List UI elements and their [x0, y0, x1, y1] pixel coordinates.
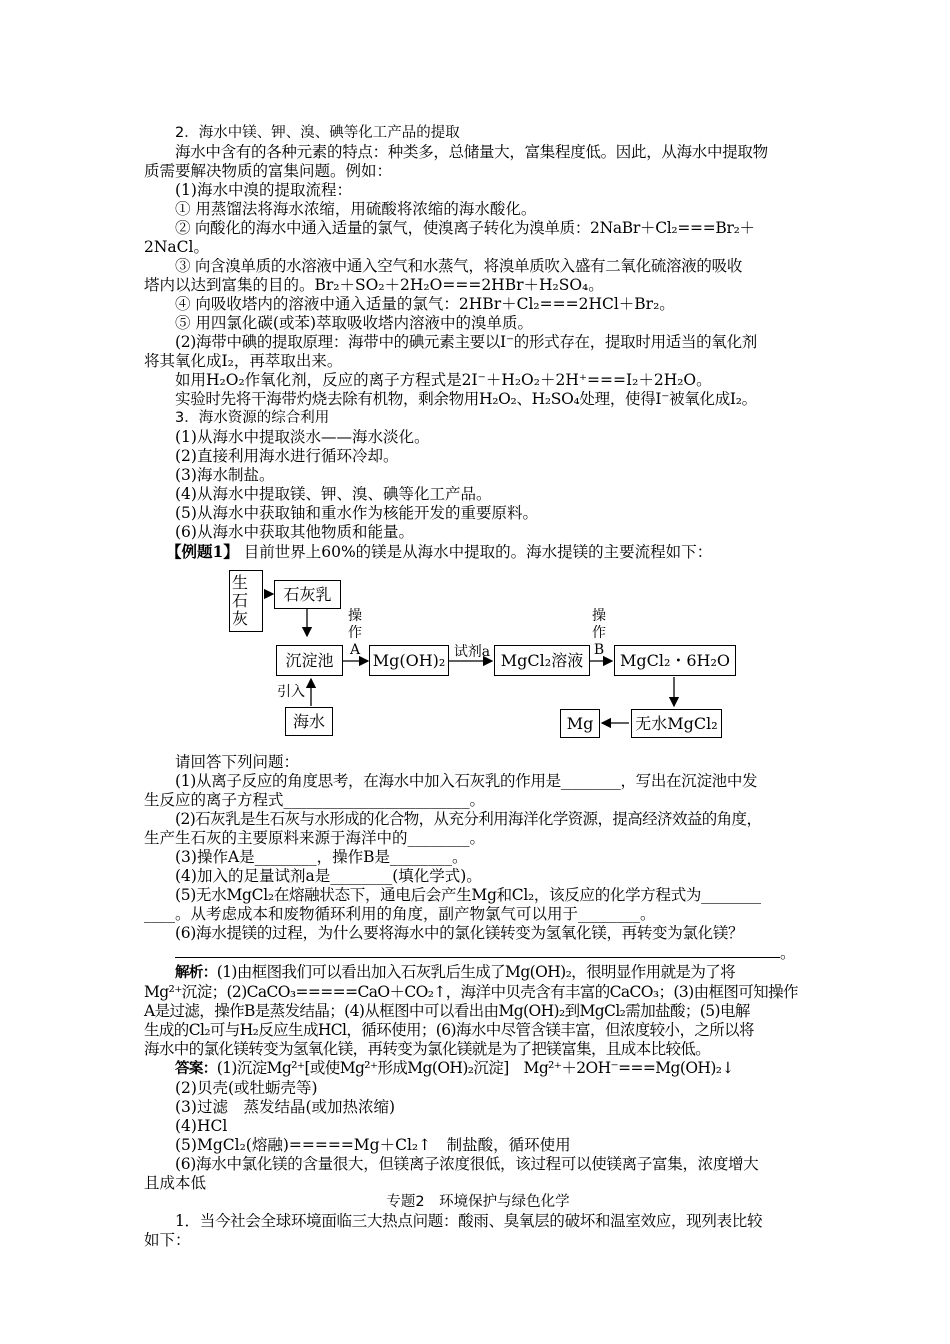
label-operation-a: 操作A: [348, 608, 362, 658]
question-4: (4)加入的足量试剂a是________(填化学式)。: [175, 867, 482, 885]
example-intro-text: 目前世界上60%的镁是从海水中提取的。海水提镁的主要流程如下：: [243, 543, 713, 561]
answer-line: [144, 1059, 812, 1079]
answer-line: (2)贝壳(或牡蛎壳等): [175, 1079, 318, 1097]
label-lead-in: 引入: [277, 684, 305, 700]
box-quicklime: 生石灰: [229, 570, 263, 632]
bromine-title: (1)海水中溴的提取流程：: [175, 181, 352, 199]
topic-2-title: 专题2 环境保护与绿色化学: [386, 1194, 570, 1210]
example-intro: [144, 542, 812, 562]
answer-blank: [175, 943, 780, 958]
section-3-item: (3)海水制盐。: [175, 466, 275, 484]
bromine-step-3-cont: 塔内以达到富集的目的。Br₂＋SO₂＋2H₂O===2HBr＋H₂SO₄。: [144, 276, 604, 294]
analysis-line: 生成的Cl₂可与H₂反应生成HCl，循环使用；(6)海水中尽管含镁丰富，但浓度较小，之所以将: [144, 1021, 754, 1039]
answer-label: 答案：: [175, 1061, 217, 1077]
iodine-equation: 如用H₂O₂作氧化剂，反应的离子方程式是2I⁻＋H₂O₂＋2H⁺===I₂＋2H₂O。: [175, 371, 712, 389]
analysis-label: 解析：: [175, 965, 217, 981]
bromine-step-5: ⑤ 用四氯化碳(或苯)萃取吸收塔内溶液中的溴单质。: [175, 314, 534, 332]
box-mgcl2-solution: MgCl₂溶液: [494, 645, 590, 676]
section-3-item: (6)从海水中获取其他物质和能量。: [175, 523, 414, 541]
analysis-line: A是过滤，操作B是蒸发结晶；(4)从框图中可以看出由Mg(OH)₂到MgCl₂需加盐酸；(5)电解: [144, 1002, 750, 1020]
answer-line: (3)过滤 蒸发结晶(或加热浓缩): [175, 1098, 396, 1116]
answer-line: (5)MgCl₂(熔融)=====Mg＋Cl₂↑ 制盐酸，循环使用: [175, 1136, 571, 1154]
box-seawater: 海水: [285, 707, 333, 736]
question-6: (6)海水提镁的过程，为什么要将海水中的氯化镁转变为氢氧化镁，再转变为氯化镁？: [175, 924, 744, 942]
answer-line: (4)HCl: [175, 1117, 228, 1135]
bromine-step-3: ③ 向含溴单质的水溶液中通入空气和水蒸气，将溴单质吹入盛有二氧化硫溶液的吸收: [175, 257, 743, 275]
box-mg-hydroxide: Mg(OH)₂: [369, 645, 449, 676]
iodine-experiment: 实验时先将干海带灼烧去除有机物，剩余物用H₂O₂、H₂SO₄处理，使得I⁻被氧化成I₂。: [175, 390, 757, 408]
box-mgcl2-hydrate: MgCl₂・6H₂O: [614, 645, 736, 676]
bromine-step-1: ① 用蒸馏法将海水浓缩，用硫酸将浓缩的海水酸化。: [175, 200, 537, 218]
box-anhydrous-mgcl2: 无水MgCl₂: [631, 709, 722, 738]
box-magnesium: Mg: [560, 709, 600, 738]
bromine-step-4: ④ 向吸收塔内的溶液中通入适量的氯气：2HBr＋Cl₂===2HCl＋Br₂。: [175, 295, 675, 313]
box-precipitation-tank: 沉淀池: [276, 645, 343, 676]
magnesium-flow-diagram: [144, 564, 812, 749]
section-3-item: (2)直接利用海水进行循环冷却。: [175, 447, 399, 465]
question-6-answer-line: [144, 943, 812, 963]
topic-2-paragraph: 1．当今社会全球环境面临三大热点问题：酸雨、臭氧层的破坏和温室效应，现列表比较: [175, 1212, 763, 1230]
question-5: (5)无水MgCl₂在熔融状态下，通电后会产生Mg和Cl₂，该反应的化学方程式为________: [175, 886, 761, 904]
section-3-item: (5)从海水中获取铀和重水作为核能开发的重要原料。: [175, 504, 538, 522]
question-2: (2)石灰乳是生石灰与水形成的化合物，从充分利用海洋化学资源，提高经济效益的角度，: [175, 810, 762, 828]
example-label: 【例题1】: [166, 542, 239, 561]
analysis-text: (1)由框图我们可以看出加入石灰乳后生成了Mg(OH)₂，很明显作用就是为了将: [216, 963, 736, 981]
topic-2-paragraph-cont: 如下：: [144, 1231, 191, 1249]
paragraph-line: 质需要解决物质的富集问题。例如：: [144, 162, 393, 180]
question-3: (3)操作A是________，操作B是________。: [175, 848, 468, 866]
section-3-heading: 3．海水资源的综合利用: [175, 410, 330, 426]
question-1-cont: 生反应的离子方程式________________________。: [144, 791, 486, 809]
question-1: (1)从离子反应的角度思考，在海水中加入石灰乳的作用是________，写出在沉淀池中发: [175, 772, 758, 790]
section-3-item: (1)从海水中提取淡水——海水淡化。: [175, 428, 430, 446]
label-reagent-a: 试剂a: [453, 644, 491, 660]
iodine-paragraph-cont: 将其氧化成I₂，再萃取出来。: [144, 352, 343, 370]
iodine-paragraph: (2)海带中碘的提取原理：海带中的碘元素主要以I⁻的形式存在，提取时用适当的氧化剂: [175, 333, 757, 351]
answer-text: (1)沉淀Mg²⁺[或使Mg²⁺形成Mg(OH)₂沉淀] Mg²⁺＋2OH⁻===Mg(OH)₂↓: [216, 1059, 734, 1077]
bromine-step-2-cont: 2NaCl。: [144, 238, 209, 256]
question-5-cont: ____。从考虑成本和废物循环利用的角度，副产物氯气可以用于________。: [144, 905, 656, 923]
answer-line-cont: 且成本低: [144, 1174, 207, 1192]
analysis-line: [144, 963, 812, 983]
section-3-item: (4)从海水中提取镁、钾、溴、碘等化工产品。: [175, 485, 492, 503]
analysis-line: Mg²⁺沉淀；(2)CaCO₃=====CaO＋CO₂↑，海洋中贝壳含有丰富的CaCO₃；(3)由框图可知操作: [144, 983, 798, 1001]
section-2-heading: 2．海水中镁、钾、溴、碘等化工产品的提取: [175, 125, 460, 141]
analysis-line: 海水中的氯化镁转变为氢氧化镁，再转变为氯化镁就是为了把镁富集，且成本比较低。: [144, 1040, 711, 1058]
question-prompt: 请回答下列问题：: [175, 753, 300, 771]
question-2-cont: 生产生石灰的主要原料来源于海洋中的________。: [144, 829, 486, 847]
answer-blank-end: 。: [780, 944, 796, 962]
document-page: [144, 124, 812, 1250]
bromine-step-2: ② 向酸化的海水中通入适量的氯气，使溴离子转化为溴单质：2NaBr＋Cl₂===Br₂＋: [175, 219, 755, 237]
label-operation-b: 操作B: [592, 608, 606, 658]
answer-line: (6)海水中氯化镁的含量很大，但镁离子浓度很低，该过程可以使镁离子富集，浓度增大: [175, 1155, 759, 1173]
box-lime-milk: 石灰乳: [274, 580, 341, 609]
paragraph-line: 海水中含有的各种元素的特点：种类多，总储量大，富集程度低。因此，从海水中提取物: [175, 143, 768, 161]
